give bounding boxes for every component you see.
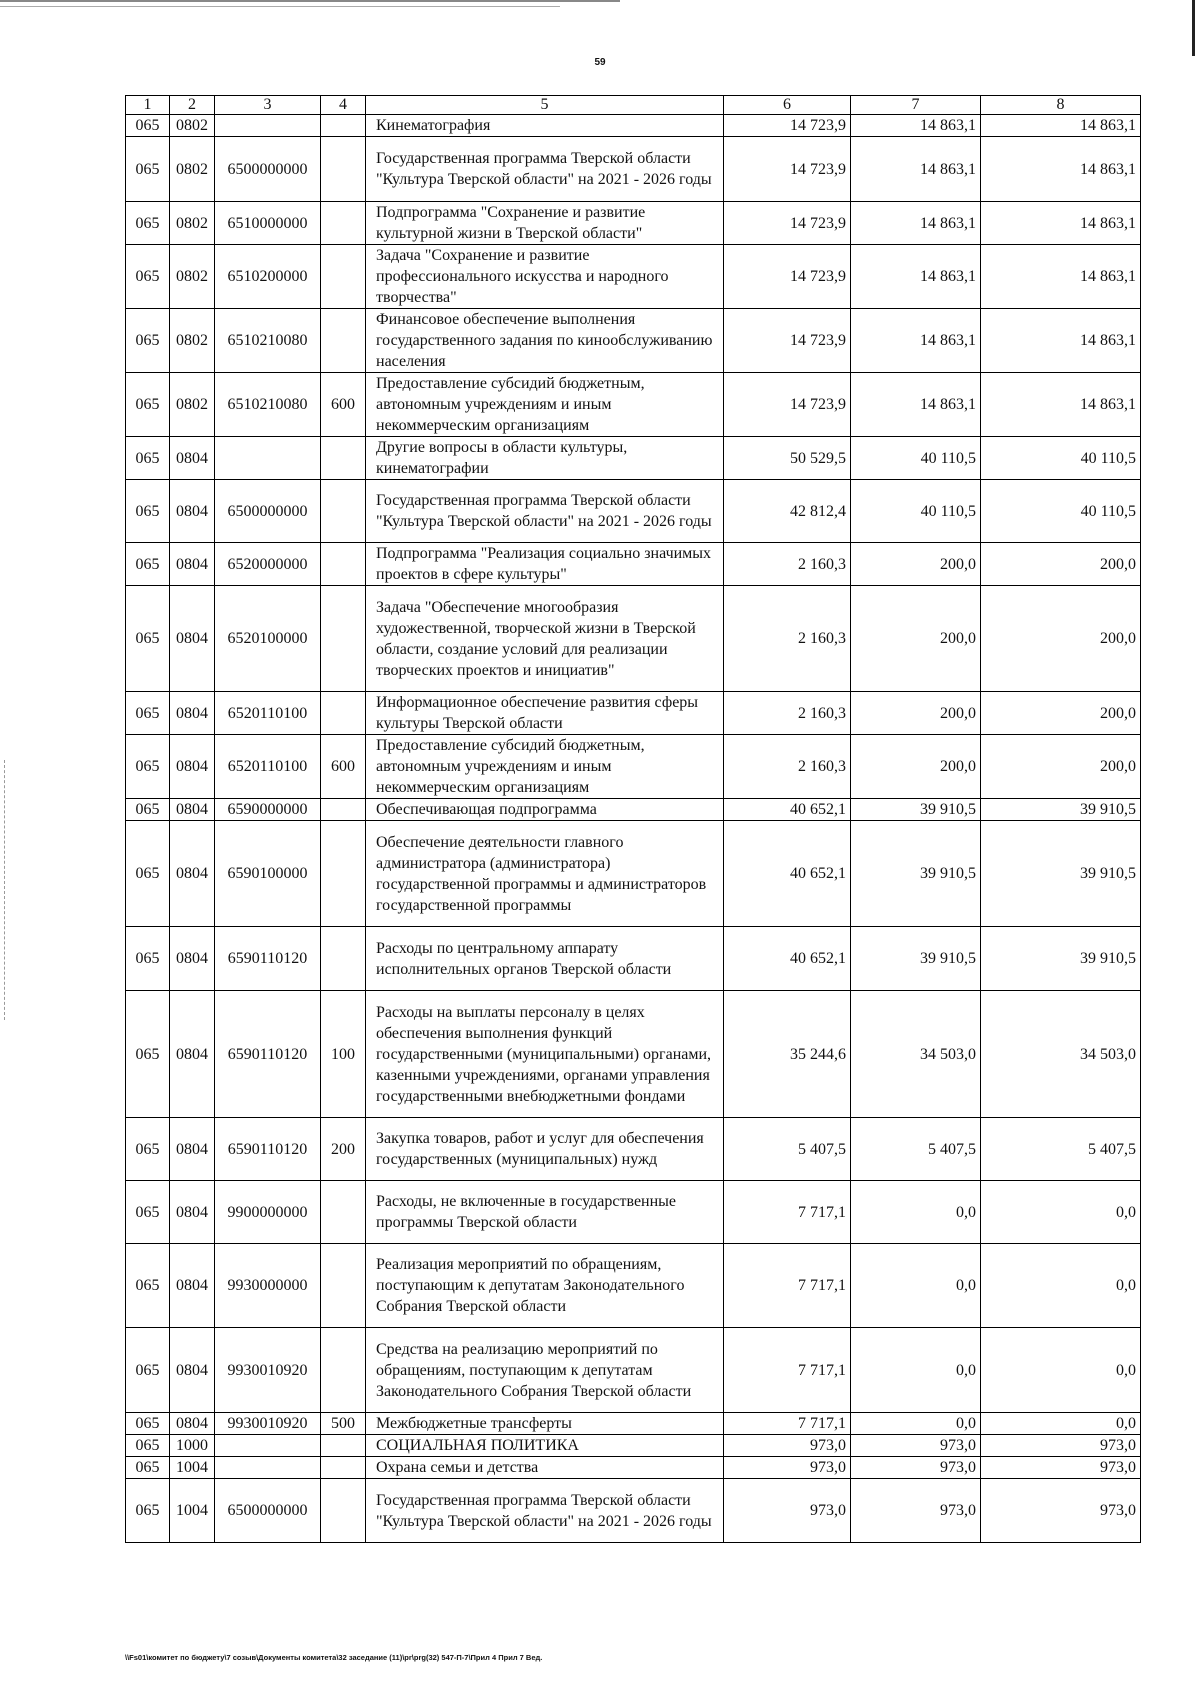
column-header-6: 6 bbox=[724, 96, 851, 115]
cell-expense-type: 500 bbox=[321, 1413, 366, 1435]
cell-section-code: 1004 bbox=[170, 1479, 215, 1543]
cell-item-name: Расходы на выплаты персоналу в целях обеспечения выполнения функций государственными (муниципальными) органами, казенными учреждениями, органами управления государственными внебюджетными фондами bbox=[366, 991, 724, 1118]
cell-amount-col8: 14 863,1 bbox=[981, 309, 1141, 373]
page-number: 59 bbox=[594, 57, 606, 68]
cell-amount-col7: 973,0 bbox=[851, 1479, 981, 1543]
cell-target-code bbox=[215, 1457, 321, 1479]
table-row bbox=[126, 735, 1141, 799]
cell-expense-type bbox=[321, 1457, 366, 1479]
cell-amount-col6: 973,0 bbox=[724, 1435, 851, 1457]
cell-amount-col6: 2 160,3 bbox=[724, 543, 851, 586]
cell-admin-code: 065 bbox=[126, 1413, 170, 1435]
cell-section-code: 0804 bbox=[170, 1413, 215, 1435]
cell-amount-col7: 40 110,5 bbox=[851, 480, 981, 543]
cell-amount-col8: 39 910,5 bbox=[981, 821, 1141, 927]
table-row bbox=[126, 1413, 1141, 1435]
cell-expense-type: 600 bbox=[321, 735, 366, 799]
cell-amount-col7: 973,0 bbox=[851, 1435, 981, 1457]
footer-file-path: \\Fs01\комитет по бюджету\7 созыв\Документы комитета\32 заседание (11)\pr\prg(32) 547-П-7\Прил 4 Прил 7 Вед. bbox=[125, 1653, 543, 1662]
cell-amount-col6: 7 717,1 bbox=[724, 1181, 851, 1244]
cell-section-code: 0804 bbox=[170, 543, 215, 586]
cell-amount-col8: 14 863,1 bbox=[981, 115, 1141, 137]
cell-target-code: 6510200000 bbox=[215, 245, 321, 309]
cell-admin-code: 065 bbox=[126, 309, 170, 373]
cell-amount-col6: 973,0 bbox=[724, 1479, 851, 1543]
cell-expense-type bbox=[321, 821, 366, 927]
cell-admin-code: 065 bbox=[126, 137, 170, 202]
table-row bbox=[126, 991, 1141, 1118]
cell-amount-col6: 7 717,1 bbox=[724, 1413, 851, 1435]
cell-amount-col6: 14 723,9 bbox=[724, 309, 851, 373]
cell-target-code: 6500000000 bbox=[215, 480, 321, 543]
cell-section-code: 0804 bbox=[170, 437, 215, 480]
cell-target-code: 6590100000 bbox=[215, 821, 321, 927]
cell-amount-col7: 0,0 bbox=[851, 1328, 981, 1413]
cell-amount-col6: 2 160,3 bbox=[724, 692, 851, 735]
cell-amount-col7: 14 863,1 bbox=[851, 245, 981, 309]
budget-table bbox=[125, 95, 1141, 1543]
cell-expense-type bbox=[321, 1181, 366, 1244]
cell-amount-col7: 200,0 bbox=[851, 692, 981, 735]
cell-target-code: 6520110100 bbox=[215, 735, 321, 799]
scan-edge-top bbox=[0, 0, 620, 2]
cell-section-code: 0802 bbox=[170, 202, 215, 245]
cell-item-name: Обеспечивающая подпрограмма bbox=[366, 799, 724, 821]
cell-admin-code: 065 bbox=[126, 115, 170, 137]
cell-expense-type bbox=[321, 799, 366, 821]
cell-admin-code: 065 bbox=[126, 202, 170, 245]
cell-section-code: 1000 bbox=[170, 1435, 215, 1457]
table-row bbox=[126, 137, 1141, 202]
cell-item-name: Средства на реализацию мероприятий по обращениям, поступающим к депутатам Законодательного Собрания Тверской области bbox=[366, 1328, 724, 1413]
cell-target-code: 6500000000 bbox=[215, 137, 321, 202]
table-row bbox=[126, 1118, 1141, 1181]
cell-expense-type bbox=[321, 245, 366, 309]
cell-admin-code: 065 bbox=[126, 1457, 170, 1479]
cell-amount-col7: 39 910,5 bbox=[851, 927, 981, 991]
cell-amount-col6: 14 723,9 bbox=[724, 115, 851, 137]
cell-amount-col6: 35 244,6 bbox=[724, 991, 851, 1118]
cell-item-name: Государственная программа Тверской области "Культура Тверской области" на 2021 - 2026 годы bbox=[366, 137, 724, 202]
table-row bbox=[126, 373, 1141, 437]
cell-amount-col8: 39 910,5 bbox=[981, 927, 1141, 991]
cell-item-name: Расходы по центральному аппарату исполнительных органов Тверской области bbox=[366, 927, 724, 991]
table-body bbox=[126, 96, 1141, 1543]
cell-section-code: 0804 bbox=[170, 480, 215, 543]
cell-admin-code: 065 bbox=[126, 543, 170, 586]
cell-item-name: Государственная программа Тверской области "Культура Тверской области" на 2021 - 2026 годы bbox=[366, 1479, 724, 1543]
cell-section-code: 0804 bbox=[170, 586, 215, 692]
cell-amount-col8: 14 863,1 bbox=[981, 373, 1141, 437]
cell-item-name: Закупка товаров, работ и услуг для обеспечения государственных (муниципальных) нужд bbox=[366, 1118, 724, 1181]
cell-item-name: Информационное обеспечение развития сферы культуры Тверской области bbox=[366, 692, 724, 735]
cell-expense-type bbox=[321, 437, 366, 480]
cell-section-code: 0804 bbox=[170, 1118, 215, 1181]
cell-target-code: 6590110120 bbox=[215, 1118, 321, 1181]
cell-section-code: 0804 bbox=[170, 1244, 215, 1328]
cell-admin-code: 065 bbox=[126, 692, 170, 735]
cell-section-code: 1004 bbox=[170, 1457, 215, 1479]
table-row bbox=[126, 245, 1141, 309]
cell-admin-code: 065 bbox=[126, 799, 170, 821]
cell-expense-type bbox=[321, 1328, 366, 1413]
cell-amount-col8: 0,0 bbox=[981, 1328, 1141, 1413]
cell-item-name: Кинематография bbox=[366, 115, 724, 137]
cell-amount-col6: 7 717,1 bbox=[724, 1244, 851, 1328]
cell-amount-col8: 40 110,5 bbox=[981, 480, 1141, 543]
cell-section-code: 0804 bbox=[170, 821, 215, 927]
cell-admin-code: 065 bbox=[126, 1244, 170, 1328]
column-header-2: 2 bbox=[170, 96, 215, 115]
cell-amount-col7: 200,0 bbox=[851, 543, 981, 586]
cell-amount-col7: 0,0 bbox=[851, 1244, 981, 1328]
cell-admin-code: 065 bbox=[126, 1118, 170, 1181]
cell-amount-col7: 200,0 bbox=[851, 586, 981, 692]
table-row bbox=[126, 799, 1141, 821]
cell-expense-type bbox=[321, 137, 366, 202]
cell-expense-type bbox=[321, 543, 366, 586]
cell-target-code: 6590110120 bbox=[215, 991, 321, 1118]
cell-amount-col7: 14 863,1 bbox=[851, 137, 981, 202]
cell-amount-col8: 0,0 bbox=[981, 1244, 1141, 1328]
column-header-1: 1 bbox=[126, 96, 170, 115]
cell-section-code: 0804 bbox=[170, 1181, 215, 1244]
cell-amount-col7: 973,0 bbox=[851, 1457, 981, 1479]
cell-admin-code: 065 bbox=[126, 586, 170, 692]
cell-expense-type: 100 bbox=[321, 991, 366, 1118]
cell-amount-col6: 973,0 bbox=[724, 1457, 851, 1479]
cell-target-code: 9900000000 bbox=[215, 1181, 321, 1244]
cell-amount-col7: 34 503,0 bbox=[851, 991, 981, 1118]
cell-target-code: 6510210080 bbox=[215, 373, 321, 437]
cell-amount-col8: 973,0 bbox=[981, 1479, 1141, 1543]
cell-admin-code: 065 bbox=[126, 437, 170, 480]
cell-item-name: СОЦИАЛЬНАЯ ПОЛИТИКА bbox=[366, 1435, 724, 1457]
table-row bbox=[126, 115, 1141, 137]
cell-amount-col6: 40 652,1 bbox=[724, 821, 851, 927]
table-row bbox=[126, 586, 1141, 692]
column-header-4: 4 bbox=[321, 96, 366, 115]
cell-amount-col8: 34 503,0 bbox=[981, 991, 1141, 1118]
cell-amount-col8: 5 407,5 bbox=[981, 1118, 1141, 1181]
column-header-5: 5 bbox=[366, 96, 724, 115]
cell-section-code: 0802 bbox=[170, 373, 215, 437]
cell-amount-col8: 973,0 bbox=[981, 1457, 1141, 1479]
cell-amount-col8: 973,0 bbox=[981, 1435, 1141, 1457]
table-row bbox=[126, 480, 1141, 543]
cell-amount-col8: 14 863,1 bbox=[981, 137, 1141, 202]
cell-amount-col6: 5 407,5 bbox=[724, 1118, 851, 1181]
table-row bbox=[126, 927, 1141, 991]
cell-target-code bbox=[215, 115, 321, 137]
cell-target-code bbox=[215, 1435, 321, 1457]
cell-item-name: Реализация мероприятий по обращениям, поступающим к депутатам Законодательного Собрания Тверской области bbox=[366, 1244, 724, 1328]
table-row bbox=[126, 1457, 1141, 1479]
cell-admin-code: 065 bbox=[126, 480, 170, 543]
cell-target-code bbox=[215, 437, 321, 480]
cell-expense-type bbox=[321, 692, 366, 735]
cell-target-code: 9930000000 bbox=[215, 1244, 321, 1328]
cell-amount-col6: 14 723,9 bbox=[724, 137, 851, 202]
cell-amount-col6: 14 723,9 bbox=[724, 202, 851, 245]
cell-amount-col8: 14 863,1 bbox=[981, 245, 1141, 309]
cell-amount-col6: 50 529,5 bbox=[724, 437, 851, 480]
cell-amount-col8: 200,0 bbox=[981, 543, 1141, 586]
cell-target-code: 6510000000 bbox=[215, 202, 321, 245]
table-row bbox=[126, 309, 1141, 373]
cell-admin-code: 065 bbox=[126, 245, 170, 309]
table-row bbox=[126, 1181, 1141, 1244]
table-row bbox=[126, 692, 1141, 735]
cell-amount-col8: 200,0 bbox=[981, 692, 1141, 735]
cell-amount-col6: 14 723,9 bbox=[724, 373, 851, 437]
cell-item-name: Межбюджетные трансферты bbox=[366, 1413, 724, 1435]
table-row bbox=[126, 1435, 1141, 1457]
cell-section-code: 0802 bbox=[170, 137, 215, 202]
cell-expense-type bbox=[321, 309, 366, 373]
cell-target-code: 6590000000 bbox=[215, 799, 321, 821]
cell-section-code: 0802 bbox=[170, 245, 215, 309]
cell-expense-type bbox=[321, 1479, 366, 1543]
table-row bbox=[126, 1244, 1141, 1328]
cell-amount-col8: 40 110,5 bbox=[981, 437, 1141, 480]
cell-admin-code: 065 bbox=[126, 1435, 170, 1457]
table-row bbox=[126, 821, 1141, 927]
cell-target-code: 6520000000 bbox=[215, 543, 321, 586]
cell-amount-col7: 14 863,1 bbox=[851, 115, 981, 137]
cell-target-code: 6520110100 bbox=[215, 692, 321, 735]
cell-section-code: 0802 bbox=[170, 309, 215, 373]
cell-amount-col6: 2 160,3 bbox=[724, 586, 851, 692]
cell-admin-code: 065 bbox=[126, 1328, 170, 1413]
cell-expense-type bbox=[321, 115, 366, 137]
cell-amount-col7: 5 407,5 bbox=[851, 1118, 981, 1181]
cell-section-code: 0802 bbox=[170, 115, 215, 137]
cell-amount-col7: 0,0 bbox=[851, 1413, 981, 1435]
cell-target-code: 6510210080 bbox=[215, 309, 321, 373]
cell-target-code: 9930010920 bbox=[215, 1413, 321, 1435]
table-row bbox=[126, 1479, 1141, 1543]
cell-expense-type bbox=[321, 1244, 366, 1328]
cell-section-code: 0804 bbox=[170, 927, 215, 991]
cell-item-name: Финансовое обеспечение выполнения государственного задания по кинообслуживанию населения bbox=[366, 309, 724, 373]
cell-item-name: Подпрограмма "Сохранение и развитие культурной жизни в Тверской области" bbox=[366, 202, 724, 245]
cell-item-name: Охрана семьи и детства bbox=[366, 1457, 724, 1479]
cell-item-name: Предоставление субсидий бюджетным, автономным учреждениям и иным некоммерческим организациям bbox=[366, 373, 724, 437]
cell-target-code: 9930010920 bbox=[215, 1328, 321, 1413]
cell-item-name: Другие вопросы в области культуры, кинематографии bbox=[366, 437, 724, 480]
table-row bbox=[126, 1328, 1141, 1413]
cell-admin-code: 065 bbox=[126, 1479, 170, 1543]
cell-expense-type bbox=[321, 202, 366, 245]
cell-item-name: Государственная программа Тверской области "Культура Тверской области" на 2021 - 2026 годы bbox=[366, 480, 724, 543]
cell-amount-col6: 14 723,9 bbox=[724, 245, 851, 309]
cell-amount-col8: 39 910,5 bbox=[981, 799, 1141, 821]
cell-section-code: 0804 bbox=[170, 991, 215, 1118]
cell-amount-col7: 40 110,5 bbox=[851, 437, 981, 480]
cell-amount-col8: 14 863,1 bbox=[981, 202, 1141, 245]
scan-edge-top-secondary bbox=[0, 6, 560, 7]
cell-amount-col6: 40 652,1 bbox=[724, 799, 851, 821]
cell-admin-code: 065 bbox=[126, 1181, 170, 1244]
cell-amount-col7: 0,0 bbox=[851, 1181, 981, 1244]
cell-amount-col8: 200,0 bbox=[981, 735, 1141, 799]
cell-item-name: Предоставление субсидий бюджетным, автономным учреждениям и иным некоммерческим организациям bbox=[366, 735, 724, 799]
column-header-3: 3 bbox=[215, 96, 321, 115]
cell-admin-code: 065 bbox=[126, 735, 170, 799]
column-header-8: 8 bbox=[981, 96, 1141, 115]
table-row bbox=[126, 543, 1141, 586]
cell-section-code: 0804 bbox=[170, 1328, 215, 1413]
cell-amount-col7: 14 863,1 bbox=[851, 309, 981, 373]
cell-amount-col8: 0,0 bbox=[981, 1181, 1141, 1244]
cell-amount-col6: 2 160,3 bbox=[724, 735, 851, 799]
cell-amount-col7: 39 910,5 bbox=[851, 821, 981, 927]
cell-amount-col6: 42 812,4 bbox=[724, 480, 851, 543]
cell-target-code: 6590110120 bbox=[215, 927, 321, 991]
table-header-row bbox=[126, 96, 1141, 115]
cell-amount-col8: 200,0 bbox=[981, 586, 1141, 692]
cell-admin-code: 065 bbox=[126, 821, 170, 927]
cell-amount-col8: 0,0 bbox=[981, 1413, 1141, 1435]
cell-expense-type bbox=[321, 927, 366, 991]
cell-expense-type bbox=[321, 480, 366, 543]
table-row bbox=[126, 202, 1141, 245]
cell-amount-col7: 14 863,1 bbox=[851, 373, 981, 437]
cell-item-name: Задача "Сохранение и развитие профессионального искусства и народного творчества" bbox=[366, 245, 724, 309]
cell-expense-type bbox=[321, 1435, 366, 1457]
cell-amount-col6: 7 717,1 bbox=[724, 1328, 851, 1413]
cell-admin-code: 065 bbox=[126, 991, 170, 1118]
cell-item-name: Обеспечение деятельности главного администратора (администратора) государственной программы и администраторов государственной программы bbox=[366, 821, 724, 927]
cell-amount-col7: 200,0 bbox=[851, 735, 981, 799]
cell-admin-code: 065 bbox=[126, 373, 170, 437]
cell-expense-type: 600 bbox=[321, 373, 366, 437]
cell-target-code: 6520100000 bbox=[215, 586, 321, 692]
cell-expense-type bbox=[321, 586, 366, 692]
scan-edge-right bbox=[1192, 0, 1195, 56]
cell-section-code: 0804 bbox=[170, 799, 215, 821]
scan-edge-left bbox=[4, 760, 6, 1020]
table-row bbox=[126, 437, 1141, 480]
cell-amount-col7: 39 910,5 bbox=[851, 799, 981, 821]
cell-section-code: 0804 bbox=[170, 692, 215, 735]
cell-amount-col6: 40 652,1 bbox=[724, 927, 851, 991]
cell-admin-code: 065 bbox=[126, 927, 170, 991]
cell-section-code: 0804 bbox=[170, 735, 215, 799]
cell-expense-type: 200 bbox=[321, 1118, 366, 1181]
cell-item-name: Расходы, не включенные в государственные программы Тверской области bbox=[366, 1181, 724, 1244]
column-header-7: 7 bbox=[851, 96, 981, 115]
cell-item-name: Задача "Обеспечение многообразия художественной, творческой жизни в Тверской области, создание условий для реализации творческих проектов и инициатив" bbox=[366, 586, 724, 692]
cell-amount-col7: 14 863,1 bbox=[851, 202, 981, 245]
cell-target-code: 6500000000 bbox=[215, 1479, 321, 1543]
cell-item-name: Подпрограмма "Реализация социально значимых проектов в сфере культуры" bbox=[366, 543, 724, 586]
